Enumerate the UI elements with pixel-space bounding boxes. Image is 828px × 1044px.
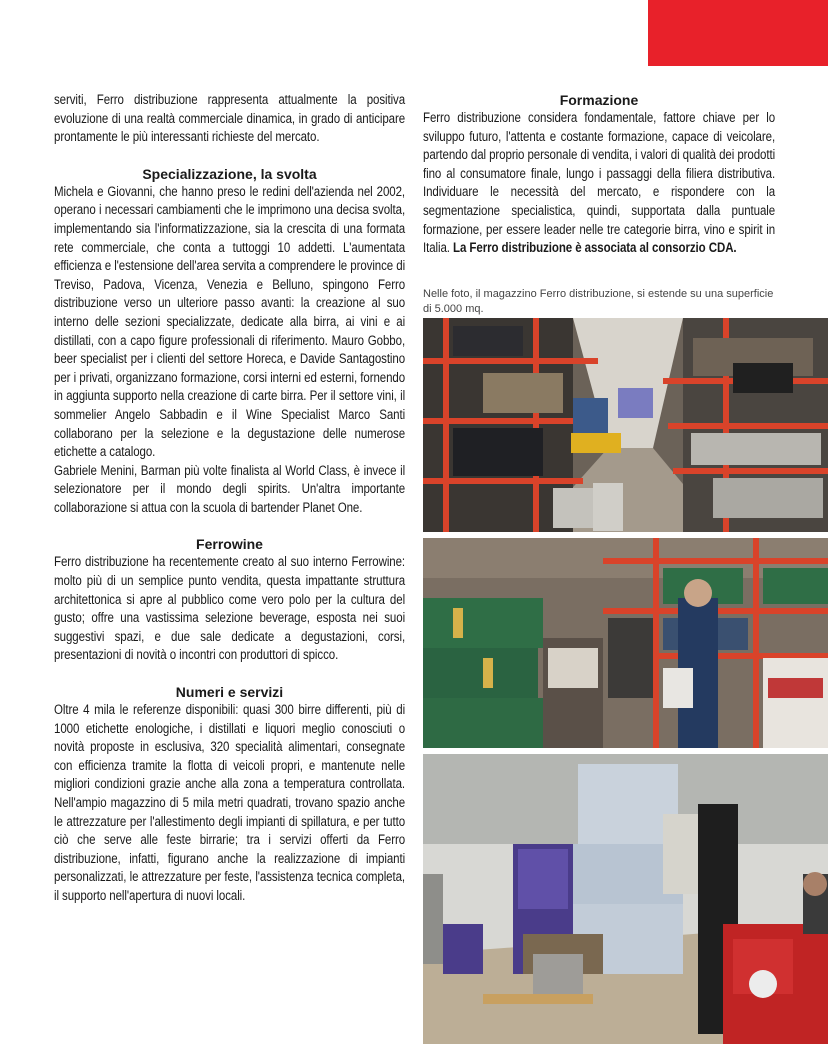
left-column: [54, 91, 405, 906]
beer-cases-photo: [423, 538, 828, 748]
formazione-text: Ferro distribuzione considera fondamentale, fattore chiave per lo sviluppo futuro, l'attenta e costante formazione, capace di veicolare, partendo dal proprio personale di vendita, i valori di qualità dei prodotti fino al consumatore finale, lungo i passaggi della filiera distributiva. Individuare le necessità del mercato, e rispondere con la segmentazione specialistica, quindi, supportata dalla puntuale formazione, per essere leader nelle tre categorie birra, vino e spirit in Italia.: [423, 110, 776, 256]
section-heading-formazione: Formazione: [559, 92, 639, 108]
formazione-paragraph: [423, 109, 775, 258]
numeri-paragraph: Oltre 4 mila le referenze disponibili: quasi 300 birre differenti, più di 1000 etichette enologiche, i distillati e liquori meglio conosciuti o novità proposte in esclusiva, 320 specialità alimentari, consegnate con efficienza tramite la flotta di veicoli propri, e mantenute nelle migliori condizioni grazie anche alla zona a temperatura controllata. Nell'ampio magazzino di 5 mila metri quadrati, trovano spazio anche le attrezzature per l'allestimento degli impianti di spillatura, e per tutto ciò che serve alle feste birrarie; tra i servizi offerti da Ferro distribuzione, infatti, figurano anche la realizzazione di impianti personalizzati, le attrezzature per feste, l'assistenza tecnica completa, il supporto nell'apertura di nuovi locali.: [54, 702, 406, 903]
page-corner-tab: [648, 0, 828, 66]
specializzazione-paragraph-1: Michela e Giovanni, che hanno preso le redini dell'azienda nel 2002, operano i necessari cambiamenti che le imprimono una decisa svolta, implementando sia l'informatizzazione, sia la crescita di una formata rete commerciale, che conta a tuttoggi 10 addetti. L'aumentata efficienza e l'estensione dell'area servita a comprendere le province di Treviso, Padova, Vicenza, Venezia e Belluno, spingono Ferro distribuzione verso un ulteriore passo avanti: la creazione al suo interno delle sezioni specializzate, dedicate alla birra, ai vini e ai distillati, con a capo figure professionali di riferimento. Mauro Gobbo, beer specialist per i clienti del settore Horeca, e Davide Santagostino per i privati, organizzano formazione, corsi interni ed esterni, fornendo in aggiunta supporto nella creazione di carte birra. Per il settore vini, il sommelier Angelo Sabbadin e il Wine Specialist Marco Santi collaborano per la selezione e la degustazione delle numerose etichette a catalogo.: [54, 183, 406, 460]
photo-caption: Nelle foto, il magazzino Ferro distribuzione, si estende su una superficie di 5.000 mq.: [423, 288, 774, 315]
specializzazione-paragraph-2: Gabriele Menini, Barman più volte finalista al World Class, è invece il selezionatore per il mondo degli spirits. Un'altra importante collaborazione si attua con la scuola di bartender Planet One.: [54, 462, 406, 515]
warehouse-aisle-photo: [423, 318, 828, 532]
ferrowine-paragraph: Ferro distribuzione ha recentemente creato al suo interno Ferrowine: molto più di un semplice punto vendita, questa impattante struttura architettonica si apre al pubblico come vero polo per la cultura del gusto; offre una vastissima selezione beverage, esposta nei suoi suggestivi spazi, e due sale dedicate a degustazioni, corsi, presentazioni di novità o incontri con produttori di spicco.: [54, 554, 406, 663]
section-heading-specializzazione: Specializzazione, la svolta: [142, 165, 317, 182]
formazione-bold-text: La Ferro distribuzione è associata al consorzio CDA.: [453, 240, 737, 256]
right-column: [423, 91, 775, 258]
intro-paragraph: serviti, Ferro distribuzione rappresenta attualmente la positiva evoluzione di una realtà commerciale dinamica, in grado di anticipare prontamente le più interessanti richieste del mercato.: [54, 92, 406, 145]
section-heading-numeri: Numeri e servizi: [175, 684, 284, 701]
forklift-pallets-photo: [423, 754, 828, 1044]
section-heading-ferrowine: Ferrowine: [196, 536, 263, 553]
